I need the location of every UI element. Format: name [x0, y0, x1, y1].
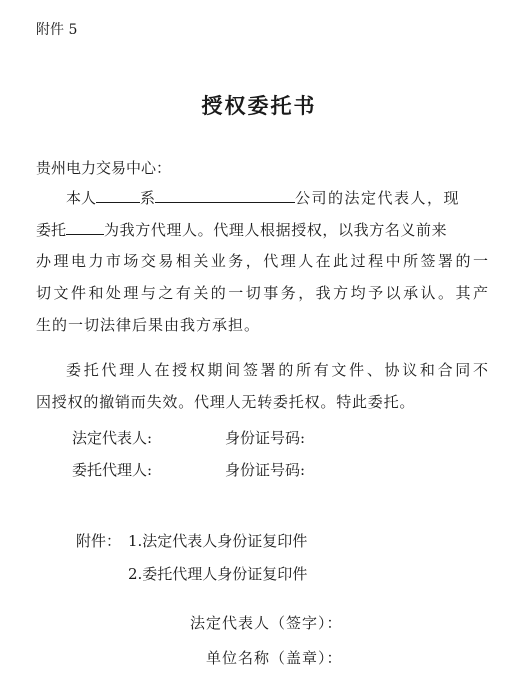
paragraph-1-line-3: 办理电力市场交易相关业务，代理人在此过程中所签署的一 — [36, 252, 488, 270]
paragraph-1-line-1 — [66, 187, 460, 207]
company-name-blank — [155, 187, 295, 203]
paragraph-2-line-2: 因授权的撤销而失效。代理人无转委托权。特此委托。 — [36, 393, 416, 411]
text-of: 系 — [140, 189, 156, 207]
legal-rep-signature-line: 法定代表人（签字）： — [190, 614, 343, 632]
attachment-item-1: 1.法定代表人身份证复印件 — [128, 532, 308, 550]
paragraph-1-line-5: 生的一切法律后果由我方承担。 — [36, 316, 261, 334]
agent-label: 委托代理人: — [72, 461, 153, 479]
text-as-agent: 为我方代理人。代理人根据授权，以我方名义前来 — [104, 221, 448, 239]
principal-name-blank — [96, 187, 140, 203]
legal-rep-id-label: 身份证号码: — [225, 429, 306, 447]
text-legal-rep-of-company: 公司的法定代表人，现 — [295, 189, 461, 207]
text-entrust: 委托 — [36, 221, 67, 239]
attachment-item-2: 2.委托代理人身份证复印件 — [128, 565, 308, 583]
legal-rep-label: 法定代表人: — [72, 429, 153, 447]
document-title: 授权委托书 — [201, 93, 317, 118]
attachment-number-label: 附件 5 — [36, 22, 78, 38]
paragraph-1-line-4: 切文件和处理与之有关的一切事务，我方均予以承认。其产 — [36, 284, 488, 302]
addressee: 贵州电力交易中心： — [36, 159, 172, 177]
agent-name-blank — [66, 219, 104, 235]
agent-id-label: 身份证号码: — [225, 461, 306, 479]
attachments-label: 附件： — [76, 532, 122, 550]
unit-seal-line: 单位名称（盖章）： — [206, 649, 343, 667]
paragraph-1-line-2 — [36, 219, 447, 239]
paragraph-2-line-1: 委托代理人在授权期间签署的所有文件、协议和合同不 — [66, 361, 488, 379]
text-principal: 本人 — [66, 189, 97, 207]
